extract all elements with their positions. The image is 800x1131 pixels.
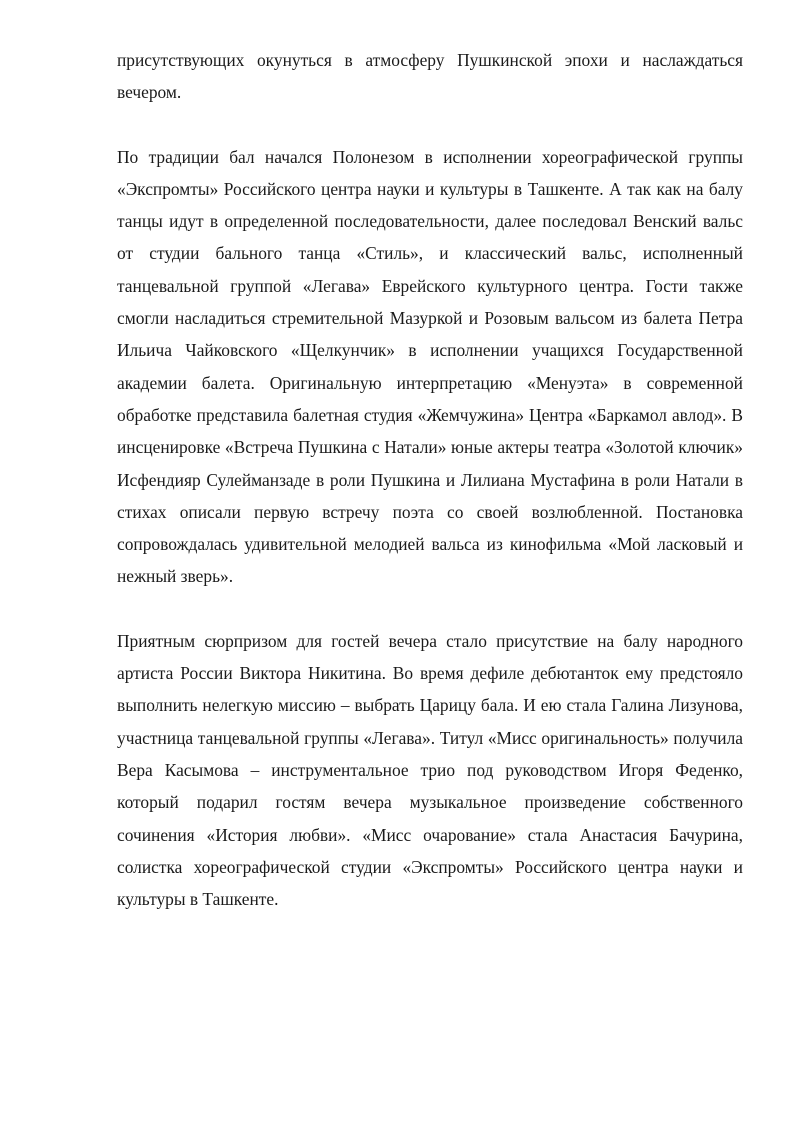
- document-page: [117, 44, 743, 915]
- paragraph-ball-program: По традиции бал начался Полонезом в исполнении хореографической группы «Экспромты» Российского центра науки и культуры в Ташкенте. А так как на балу танцы идут в определенной последовательности, далее последовал Венский вальс от студии бального танца «Стиль», и классический вальс, исполненный танцевальной группой «Легава» Еврейского культурного центра. Гости также смогли насладиться стремительной Мазуркой и Розовым вальсом из балета Петра Ильича Чайковского «Щелкунчик» в исполнении учащихся Государственной академии балета. Оригинальную интерпретацию «Менуэта» в современной обработке представила балетная студия «Жемчужина» Центра «Баркамол авлод». В инсценировке «Встреча Пушкина с Натали» юные актеры театра «Золотой ключик» Исфендияр Сулейманзаде в роли Пушкина и Лилиана Мустафина в роли Натали в стихах описали первую встречу поэта со своей возлюбленной. Постановка сопровождалась удивительной мелодией вальса из кинофильма «Мой ласковый и нежный зверь».: [117, 146, 743, 587]
- paragraph-ball-surprise: Приятным сюрпризом для гостей вечера стало присутствие на балу народного артиста России Виктора Никитина. Во время дефиле дебютанток ему предстояло выполнить нелегкую миссию – выбрать Царицу бала. И ею стала Галина Лизунова, участница танцевальной группы «Легава». Титул «Мисс оригинальность» получила Вера Касымова – инструментальное трио под руководством Игоря Феденко, который подарил гостям вечера музыкальное произведение собственного сочинения «История любви». «Мисс очарование» стала Анастасия Бачурина, солистка хореографической студии «Экспромты» Российского центра науки и культуры в Ташкенте.: [117, 630, 743, 910]
- paragraph-gap: [117, 593, 743, 625]
- paragraph-gap: [117, 109, 743, 141]
- paragraph-intro-continuation: присутствующих окунуться в атмосферу Пушкинской эпохи и наслаждаться вечером.: [117, 50, 743, 103]
